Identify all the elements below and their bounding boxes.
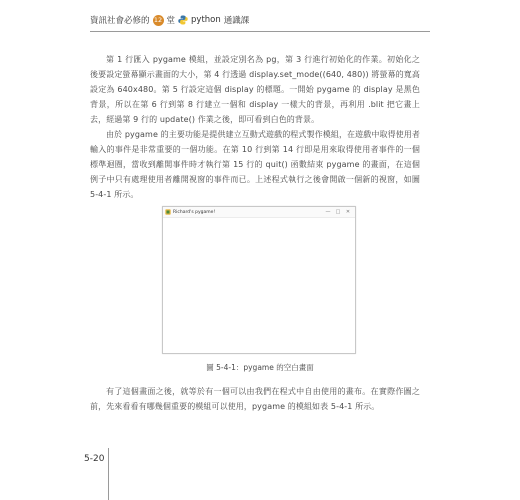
body-paragraph-3: 有了這個畫面之後，就等於有一個可以由我們在程式中自由使用的畫布。在實際作圖之前，先來看看有哪幾個重要的模組可以使用，pygame 的模組如表 5-4-1 所示。 <box>90 387 420 411</box>
figure-caption: 圖 5-4-1：pygame 的空白畫面 <box>206 363 314 372</box>
page-number: 5-20 <box>84 454 105 464</box>
header-book-title-part3: 通識課 <box>223 16 250 26</box>
footer-divider <box>108 448 109 500</box>
minimize-icon: — <box>325 209 331 215</box>
header-python-word: python <box>191 15 221 25</box>
window-titlebar <box>163 207 355 218</box>
header-book-title-part2: 堂 <box>166 16 176 26</box>
body-paragraph-2: 由於 pygame 的主要功能是提供建立互動式遊戲的程式製作模組，在遊戲中取得使用者輸入的事件是非常重要的一個功能。在第 10 行到第 14 行即是用來取得使用者事件的一個標準迴圈，當收到離開事件時才執行第 15 行的 quit() 函數結束 pygame 的畫面，在這個例子中只有處理使用者離開視窗的事件而已。上述程式執行之後會開啟一個新的視窗，如圖 5-4-1 所示。 <box>90 130 420 199</box>
python-logo-icon <box>178 15 188 25</box>
body-paragraph-1: 第 1 行匯入 pygame 模組，並設定別名為 pg，第 3 行進行初始化的作業。初始化之後要設定螢幕顯示畫面的大小，第 4 行透過 display.set_mode((640, 480)) 將螢幕的寬高設定為 640x480。第 5 行設定這個 display 的標題。一開始 pygame 的 display 是黑色背景，所以在第 6 行到第 8 行建立一個和 display 一樣大的背景，再利用 .blit 把它畫上去，經過第 9 行的 update() 作業之後，即可看到白色的背景。 <box>90 55 420 124</box>
close-icon: ✕ <box>345 209 351 215</box>
figure-pygame-window <box>162 206 356 354</box>
pygame-app-icon <box>165 209 171 215</box>
maximize-icon: □ <box>335 209 341 215</box>
header-divider <box>90 31 430 32</box>
header-number-badge: 12 <box>153 15 163 24</box>
running-header <box>90 10 430 30</box>
header-book-title-part1: 資訊社會必修的 <box>90 16 150 26</box>
window-title: Richard's pygame! <box>173 209 216 215</box>
